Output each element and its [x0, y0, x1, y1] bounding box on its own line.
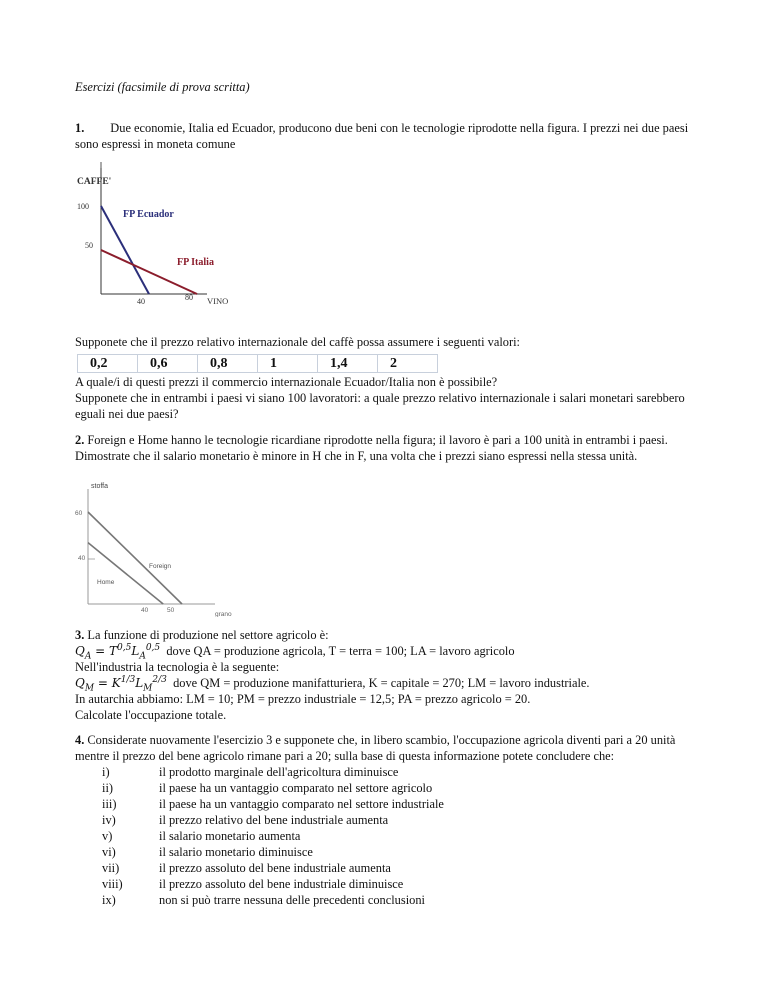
exercise-1-number: 1. — [75, 121, 85, 135]
y-axis-label: stoffa — [91, 483, 108, 490]
exercise-3-number: 3. — [75, 628, 85, 642]
exercise-2-number: 2. — [75, 433, 85, 447]
price-cell: 1,4 — [318, 355, 378, 373]
exercise-3-text: 3. La funzione di produzione nel settore agricolo è: — [75, 628, 329, 642]
y-tick-40: 40 — [78, 555, 86, 562]
exercise-3-autarky: In autarchia abbiamo: LM = 10; PM = prezzo industriale = 12,5; PA = prezzo agricolo = 20. — [75, 692, 531, 706]
y-tick-100: 100 — [77, 202, 89, 211]
prices-table — [77, 354, 438, 373]
exercise-4-text: 4. Considerate nuovamente l'esercizio 3 e supponete che, in libero scambio, l'occupazione agricola diventi pari a 20 unità mentre il prezzo del bene agricolo rimane pari a 20; sulla base di questa informazione potete concludere che: — [75, 733, 676, 763]
line-foreign — [88, 512, 182, 604]
price-cell: 0,2 — [78, 355, 138, 373]
price-cell: 0,8 — [198, 355, 258, 373]
exercise-4-number: 4. — [75, 733, 85, 747]
x-axis-label: VINO — [207, 296, 229, 306]
label-foreign: Foreign — [149, 563, 172, 570]
label-fp-italia: FP Italia — [177, 257, 214, 268]
y-axis-label: CAFFE' — [77, 177, 112, 187]
line-home — [88, 543, 163, 604]
chart-foreign-home — [75, 477, 275, 617]
chart-ecuador-italia — [75, 158, 295, 310]
page-title: Esercizi (facsimile di prova scritta) — [75, 80, 250, 94]
price-cell: 1 — [258, 355, 318, 373]
exercise-3-industry-function: $Q_M = K^{1/3}L_M^{2/3}$ dove QM = produzione manifatturiera, K = capitale = 270; LM = lavoro industriale. — [75, 675, 590, 694]
y-tick-60: 60 — [75, 510, 83, 517]
exercise-3-industry-intro: Nell'industria la tecnologia è la seguente: — [75, 660, 280, 674]
exercise-1-question-2: Supponete che in entrambi i paesi vi siano 100 lavoratori: a quale prezzo relativo internazionale i salari monetari sarebbero eguali nei due paesi? — [75, 391, 685, 421]
price-cell: 2 — [378, 355, 438, 373]
formula-qa: $Q_A = T^{0,5}L_A^{0,5}$ — [75, 643, 161, 662]
exercise-1-prices-intro: Supponete che il prezzo relativo internazionale del caffè possa assumere i seguenti valori: — [75, 335, 520, 349]
y-tick-50: 50 — [85, 241, 93, 250]
exercise-3-agri-function: $Q_A = T^{0,5}L_A^{0,5}$ dove QA = produzione agricola, T = terra = 100; LA = lavoro agricolo — [75, 643, 515, 662]
x-tick-40: 40 — [137, 297, 145, 306]
exercise-3-ask: Calcolate l'occupazione totale. — [75, 708, 227, 722]
formula-qm: $Q_M = K^{1/3}L_M^{2/3}$ — [75, 675, 167, 694]
x-tick-50: 50 — [167, 607, 175, 614]
x-tick-40: 40 — [141, 607, 149, 614]
exercise-2-text: 2. Foreign e Home hanno le tecnologie ricardiane riprodotte nella figura; il lavoro è pari a 100 unità in entrambi i paesi. Dimostrate che il salario monetario è minore in H che in F, una volta che i prezzi siano espressi nella stessa unità. — [75, 433, 668, 463]
exercise-1-text: 1. Due economie, Italia ed Ecuador, producono due beni con le tecnologie riprodotte nella figura. I prezzi nei due paesi sono espressi in moneta comune — [75, 121, 689, 151]
exercise-1-question-1: A quale/i di questi prezzi il commercio internazionale Ecuador/Italia non è possibile? — [75, 375, 498, 389]
x-axis-label: grano — [215, 611, 232, 617]
price-cell: 0,6 — [138, 355, 198, 373]
label-home: Home — [97, 579, 115, 586]
label-fp-ecuador: FP Ecuador — [123, 209, 174, 220]
x-tick-80: 80 — [185, 293, 193, 302]
